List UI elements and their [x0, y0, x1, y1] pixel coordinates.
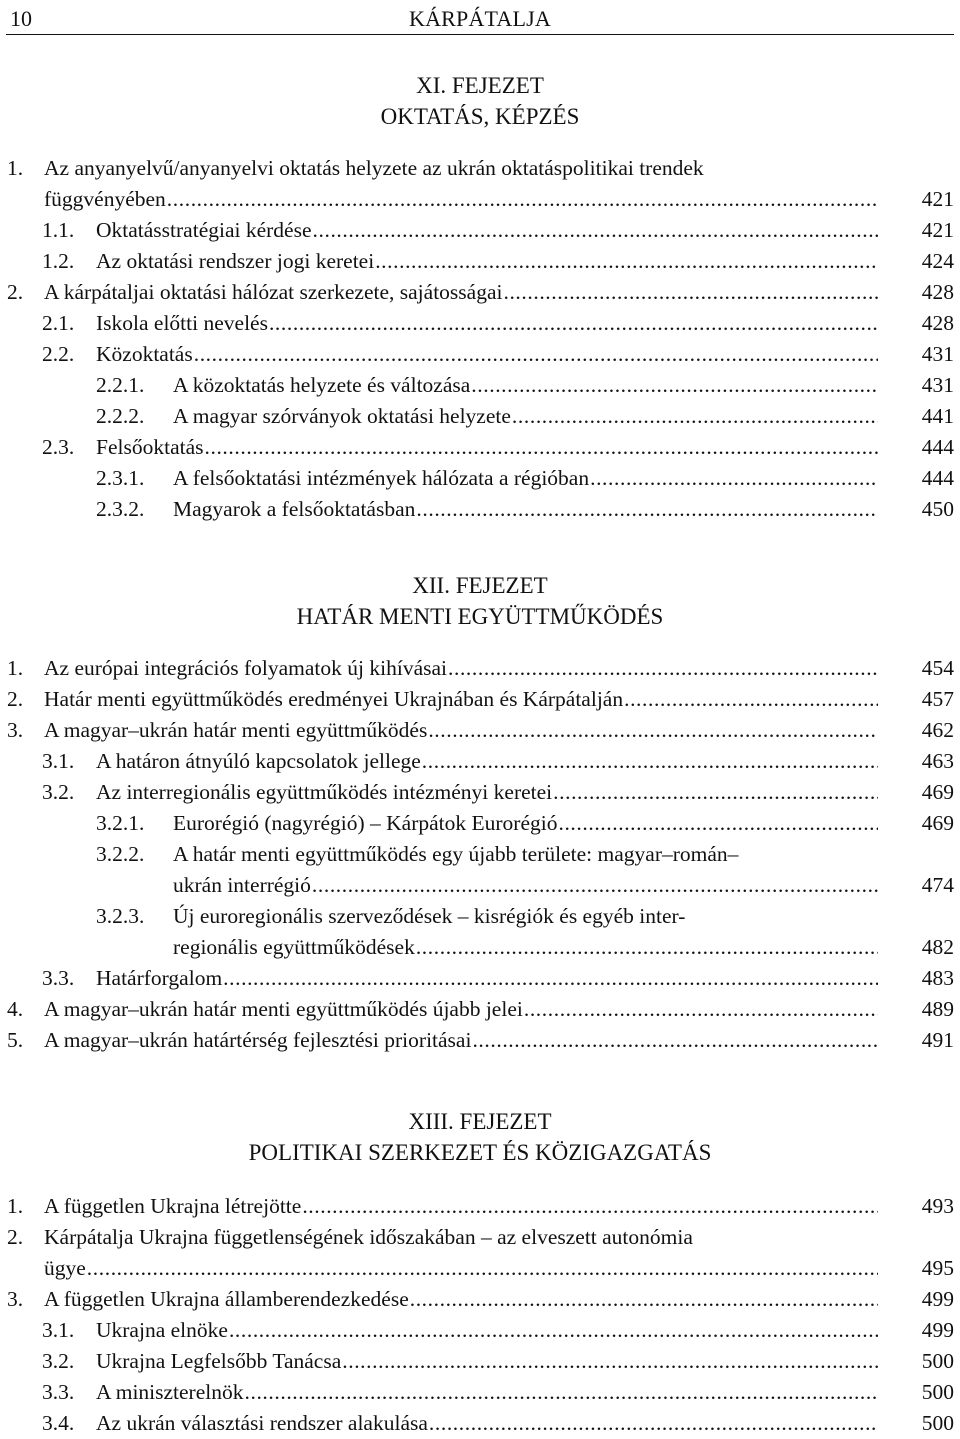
toc-entry-title-line — [96, 1377, 888, 1408]
toc-entry-number: 2. — [7, 1225, 24, 1249]
dot-leader — [194, 339, 878, 370]
toc-entry — [0, 494, 960, 525]
toc-entry-title: ügye — [44, 1256, 86, 1280]
dot-leader — [503, 277, 878, 308]
toc-entry-title-line — [44, 653, 888, 684]
toc-entry-title-line — [173, 494, 888, 525]
toc-entry-number: 3. — [7, 718, 24, 742]
toc-entry-title-block — [44, 1191, 888, 1222]
toc-entry-title-line — [96, 1346, 888, 1377]
toc-entry-title-line — [44, 277, 888, 308]
toc-entry — [0, 1025, 960, 1056]
toc-entry-number: 3.1. — [42, 749, 75, 773]
toc-entry-title-line — [173, 932, 888, 963]
toc-entry-title-block — [96, 215, 888, 246]
toc-entry-number: 3. — [7, 1287, 24, 1311]
toc-entry — [0, 1377, 960, 1408]
toc-entry-title-line — [96, 339, 888, 370]
toc-entry-page: 474 — [921, 873, 954, 897]
toc-entry-title-line1: Új euroregionális szerveződések – kisrégiók és egyéb inter- — [173, 904, 686, 928]
dot-leader — [269, 308, 878, 339]
toc-entry-title: A miniszterelnök — [96, 1380, 244, 1404]
toc-entry-title: Felsőoktatás — [96, 435, 204, 459]
chapter-number: XI. FEJEZET — [416, 73, 544, 98]
chapter-title: OKTATÁS, KÉPZÉS — [380, 104, 580, 129]
dot-leader — [416, 932, 878, 963]
toc-entry-number: 3.2.3. — [96, 904, 145, 928]
toc-entry-page: 499 — [921, 1287, 954, 1311]
toc-entry — [0, 746, 960, 777]
toc-entry-title-line — [44, 1191, 888, 1222]
dot-leader — [167, 184, 878, 215]
toc-entry-page: 421 — [921, 218, 954, 242]
toc-entry-page: 495 — [921, 1256, 954, 1280]
toc-entry-title-block — [44, 153, 888, 215]
toc-entry-title: Eurorégió (nagyrégió) – Kárpátok Eurorégió — [173, 811, 558, 835]
toc-entry-page: 500 — [921, 1380, 954, 1404]
toc-entry-number: 5. — [7, 1028, 24, 1052]
toc-entry-title-line — [96, 215, 888, 246]
chapter-heading-xi — [0, 70, 960, 132]
toc-entry-number: 3.2.1. — [96, 811, 145, 835]
dot-leader — [245, 1377, 879, 1408]
toc-entry-page: 450 — [921, 497, 954, 521]
toc-entry-number: 3.2. — [42, 1349, 75, 1373]
toc-entry-title-line — [96, 746, 888, 777]
toc-entry-page: 483 — [921, 966, 954, 990]
dot-leader — [590, 463, 878, 494]
toc-entry-number: 3.4. — [42, 1411, 75, 1435]
toc-entry-page: 482 — [921, 935, 954, 959]
toc-entry-title-line — [44, 715, 888, 746]
toc-entry-title: Oktatásstratégiai kérdése — [96, 218, 312, 242]
toc-entry — [0, 401, 960, 432]
toc-entry-title-line — [173, 401, 888, 432]
toc-entry — [0, 808, 960, 839]
toc-entry-page: 428 — [921, 311, 954, 335]
toc-entry — [0, 277, 960, 308]
toc-entry-page: 431 — [921, 373, 954, 397]
toc-entry-page: 444 — [921, 435, 954, 459]
toc-entry-number: 2.1. — [42, 311, 75, 335]
dot-leader — [223, 963, 878, 994]
dot-leader — [553, 777, 878, 808]
toc-entry-title-block — [173, 494, 888, 525]
toc-entry-title-line — [173, 870, 888, 901]
toc-entry-title-line — [44, 184, 888, 215]
dot-leader — [448, 653, 878, 684]
toc-entry-title-line — [96, 1408, 888, 1439]
toc-entry — [0, 153, 960, 215]
toc-entry-title-line — [96, 963, 888, 994]
toc-entry-title: A határon átnyúló kapcsolatok jellege — [96, 749, 421, 773]
toc-entry-title-line — [96, 1315, 888, 1346]
chapter-number: XII. FEJEZET — [412, 573, 548, 598]
toc-entry-title-block — [44, 1025, 888, 1056]
toc-entry-number: 1.1. — [42, 218, 75, 242]
toc-entry-title-line — [96, 432, 888, 463]
toc-entry-title: A független Ukrajna létrejötte — [44, 1194, 302, 1218]
toc-entry — [0, 339, 960, 370]
chapter-heading-xiii — [0, 1106, 960, 1168]
toc-entry-page: 500 — [921, 1411, 954, 1435]
toc-entry-page: 499 — [921, 1318, 954, 1342]
toc-entry — [0, 1346, 960, 1377]
toc-entry-title-block — [44, 1284, 888, 1315]
toc-entry-title: Ukrajna Legfelsőbb Tanácsa — [96, 1349, 342, 1373]
toc-entry-title: A magyar–ukrán határ menti együttműködés — [44, 718, 428, 742]
toc-entry — [0, 839, 960, 901]
toc-entry-title: Határforgalom — [96, 966, 223, 990]
toc-entry — [0, 715, 960, 746]
toc-entry — [0, 308, 960, 339]
dot-leader — [624, 684, 878, 715]
toc-entry-title-block — [173, 808, 888, 839]
toc-entry-title-block — [173, 401, 888, 432]
toc-entry-title: regionális együttműködések — [173, 935, 415, 959]
toc-entry-title-line — [96, 777, 888, 808]
chapter-number: XIII. FEJEZET — [408, 1109, 552, 1134]
dot-leader — [375, 246, 878, 277]
toc-entry-number: 1. — [7, 656, 24, 680]
toc-entry-title: Az ukrán választási rendszer alakulása — [96, 1411, 428, 1435]
toc-entry-title-block — [173, 463, 888, 494]
toc-entry-page: 454 — [921, 656, 954, 680]
toc-entry — [0, 684, 960, 715]
toc-entry-title-line1: Az anyanyelvű/anyanyelvi oktatás helyzete az ukrán oktatáspolitikai trendek — [44, 156, 704, 180]
toc-entry-number: 1.2. — [42, 249, 75, 273]
toc-entry-title-line — [173, 463, 888, 494]
toc-entry-title: Közoktatás — [96, 342, 193, 366]
toc-entry-page: 441 — [921, 404, 954, 428]
toc-entry-title-block — [44, 715, 888, 746]
toc-entry-title-line1: Kárpátalja Ukrajna függetlenségének időszakában – az elveszett autonómia — [44, 1225, 693, 1249]
dot-leader — [410, 1284, 878, 1315]
toc-entry-number: 2.2. — [42, 342, 75, 366]
toc-list-xii — [0, 653, 960, 1056]
toc-entry-title: Az oktatási rendszer jogi keretei — [96, 249, 375, 273]
toc-entry-page: 491 — [921, 1028, 954, 1052]
toc-entry-number: 1. — [7, 156, 24, 180]
toc-entry-page: 457 — [921, 687, 954, 711]
toc-entry-page: 469 — [921, 780, 954, 804]
toc-entry-title: A közoktatás helyzete és változása — [173, 373, 471, 397]
toc-entry-title-block — [44, 994, 888, 1025]
toc-entry-number: 2. — [7, 687, 24, 711]
running-header — [6, 4, 954, 35]
toc-entry-page: 444 — [921, 466, 954, 490]
toc-entry-page: 462 — [921, 718, 954, 742]
toc-entry-title: Az interregionális együttműködés intézményi keretei — [96, 780, 553, 804]
dot-leader — [524, 994, 878, 1025]
toc-entry-title-block — [96, 777, 888, 808]
toc-entry-title-block — [96, 308, 888, 339]
toc-entry-title-block — [96, 246, 888, 277]
toc-entry — [0, 963, 960, 994]
toc-entry — [0, 1315, 960, 1346]
toc-entry — [0, 994, 960, 1025]
toc-entry — [0, 777, 960, 808]
toc-entry-title-block — [44, 1222, 888, 1284]
toc-entry-title-line — [44, 684, 888, 715]
toc-entry-title-block — [96, 1377, 888, 1408]
toc-entry-page: 431 — [921, 342, 954, 366]
toc-entry-title-block — [96, 963, 888, 994]
dot-leader — [229, 1315, 878, 1346]
toc-entry-title: A kárpátaljai oktatási hálózat szerkezete, sajátosságai — [44, 280, 503, 304]
toc-entry-title: függvényében — [44, 187, 166, 211]
toc-entry-title-block — [173, 839, 888, 901]
toc-entry-number: 3.2.2. — [96, 842, 145, 866]
toc-entry-number: 3.1. — [42, 1318, 75, 1342]
dot-leader — [429, 1408, 878, 1439]
toc-entry-page: 463 — [921, 749, 954, 773]
toc-entry-number: 3.3. — [42, 1380, 75, 1404]
toc-entry — [0, 1222, 960, 1284]
toc-entry — [0, 1191, 960, 1222]
toc-entry — [0, 432, 960, 463]
toc-entry-title: A magyar szórványok oktatási helyzete — [173, 404, 511, 428]
toc-entry-title-block — [96, 1408, 888, 1439]
toc-entry-title-line — [44, 1253, 888, 1284]
dot-leader — [428, 715, 878, 746]
toc-entry — [0, 215, 960, 246]
dot-leader — [471, 370, 878, 401]
toc-entry — [0, 246, 960, 277]
dot-leader — [205, 432, 879, 463]
dot-leader — [416, 494, 878, 525]
dot-leader — [313, 215, 878, 246]
toc-entry-number: 4. — [7, 997, 24, 1021]
chapter-title: POLITIKAI SZERKEZET ÉS KÖZIGAZGATÁS — [248, 1140, 712, 1165]
toc-entry-title-line — [44, 1025, 888, 1056]
dot-leader — [472, 1025, 878, 1056]
toc-entry-page: 421 — [921, 187, 954, 211]
toc-entry-page: 428 — [921, 280, 954, 304]
toc-entry-title: ukrán interrégió — [173, 873, 311, 897]
running-title: KÁRPÁTALJA — [408, 6, 552, 31]
toc-entry — [0, 370, 960, 401]
toc-entry-title-block — [96, 339, 888, 370]
toc-entry-title-block — [44, 684, 888, 715]
toc-entry-page: 489 — [921, 997, 954, 1021]
toc-entry-title: A magyar–ukrán határ menti együttműködés újabb jelei — [44, 997, 523, 1021]
toc-entry-title-block — [44, 653, 888, 684]
toc-entry-page: 500 — [921, 1349, 954, 1373]
toc-entry — [0, 901, 960, 963]
toc-entry — [0, 1284, 960, 1315]
toc-entry-title-block — [96, 432, 888, 463]
toc-entry-page: 424 — [921, 249, 954, 273]
toc-entry-title-line1: A határ menti együttműködés egy újabb területe: magyar–román– — [173, 842, 739, 866]
toc-entry — [0, 653, 960, 684]
dot-leader — [342, 1346, 878, 1377]
toc-entry-title-block — [44, 277, 888, 308]
toc-entry-title: Magyarok a felsőoktatásban — [173, 497, 416, 521]
toc-entry-title: Határ menti együttműködés eredményei Ukrajnában és Kárpátalján — [44, 687, 624, 711]
toc-entry-number: 2.3.1. — [96, 466, 145, 490]
toc-entry-number: 2.3. — [42, 435, 75, 459]
toc-list-xiii — [0, 1191, 960, 1439]
toc-entry-page: 469 — [921, 811, 954, 835]
toc-entry-title-block — [96, 1315, 888, 1346]
toc-entry-title: Ukrajna elnöke — [96, 1318, 228, 1342]
dot-leader — [87, 1253, 878, 1284]
toc-entry-title: Az európai integrációs folyamatok új kihívásai — [44, 656, 447, 680]
toc-entry-title-line — [96, 246, 888, 277]
toc-entry-title-line — [44, 994, 888, 1025]
toc-entry-number: 3.3. — [42, 966, 75, 990]
toc-entry-number: 2. — [7, 280, 24, 304]
toc-entry-title-block — [173, 901, 888, 963]
toc-entry-title-block — [96, 1346, 888, 1377]
toc-entry-title: A magyar–ukrán határtérség fejlesztési prioritásai — [44, 1028, 472, 1052]
toc-entry-number: 1. — [7, 1194, 24, 1218]
toc-entry-title-block — [173, 370, 888, 401]
toc-entry — [0, 463, 960, 494]
dot-leader — [512, 401, 878, 432]
toc-entry-title-line — [96, 308, 888, 339]
toc-list-xi — [0, 153, 960, 525]
toc-entry-title-block — [96, 746, 888, 777]
toc-entry-number: 3.2. — [42, 780, 75, 804]
toc-entry-number: 2.2.1. — [96, 373, 145, 397]
toc-entry-title: Iskola előtti nevelés — [96, 311, 268, 335]
toc-entry-number: 2.2.2. — [96, 404, 145, 428]
chapter-title: HATÁR MENTI EGYÜTTMŰKÖDÉS — [296, 604, 664, 629]
toc-entry-title: A független Ukrajna államberendezkedése — [44, 1287, 409, 1311]
chapter-heading-xii — [0, 570, 960, 632]
toc-entry — [0, 1408, 960, 1439]
toc-entry-title-line — [173, 808, 888, 839]
toc-entry-number: 2.3.2. — [96, 497, 145, 521]
dot-leader — [558, 808, 878, 839]
toc-entry-title: A felsőoktatási intézmények hálózata a régióban — [173, 466, 590, 490]
toc-entry-page: 493 — [921, 1194, 954, 1218]
toc-entry-title-line — [173, 370, 888, 401]
page-number: 10 — [10, 6, 32, 31]
dot-leader — [312, 870, 878, 901]
dot-leader — [422, 746, 878, 777]
toc-entry-title-line — [44, 1284, 888, 1315]
dot-leader — [302, 1191, 878, 1222]
